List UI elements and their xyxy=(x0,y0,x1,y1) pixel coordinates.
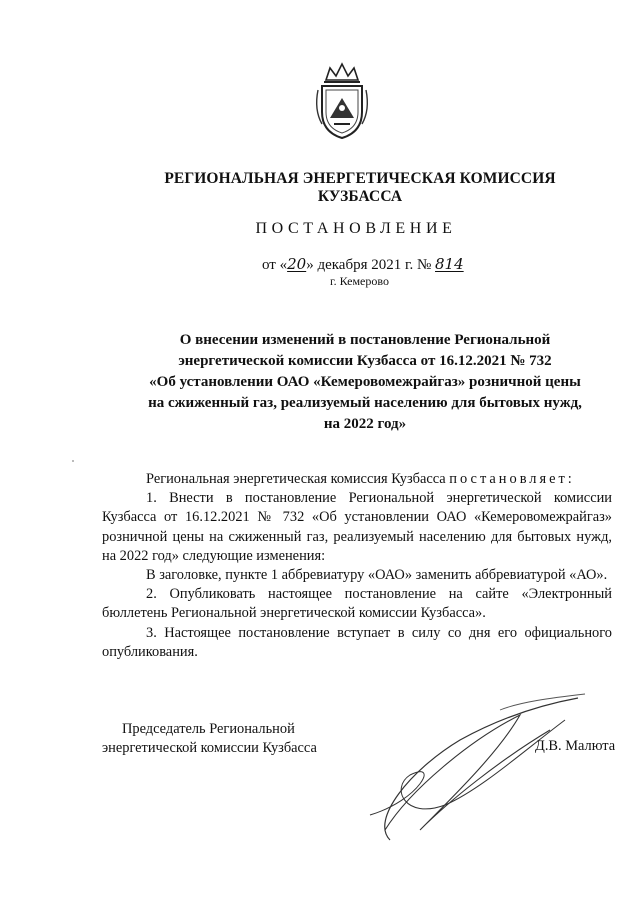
item-1: 1. Внести в постановление Региональной энергетической комиссии Кузбасса от 16.12.2021 № 732 «Об установлении ОАО «Кемеровомежрайгаз» розничной цены на сжиженный газ, реализуемый населению для бытовых нужд, на 2022 год» следующие изменения: xyxy=(102,490,612,564)
document-subject xyxy=(130,330,600,435)
date-prefix: от « xyxy=(262,257,288,273)
document-type-title: ПОСТАНОВЛЕНИЕ xyxy=(255,220,457,237)
handwritten-day: 20 xyxy=(287,255,307,273)
item-2: 2. Опубликовать настоящее постановление на сайте «Электронный бюллетень Региональной энергетической комиссии Кузбасса». xyxy=(102,586,612,622)
document-body xyxy=(102,470,612,662)
document-date-line xyxy=(262,255,464,274)
subject-line: О внесении изменений в постановление Региональной xyxy=(179,332,551,348)
item-1-subitem: В заголовке, пункте 1 аббревиатуру «ОАО» заменить аббревиатурой «АО». xyxy=(146,567,608,584)
position-line1: Председатель Региональной xyxy=(122,721,295,737)
handwritten-signature-icon xyxy=(350,680,590,850)
item-3: 3. Настоящее постановление вступает в силу со дня его официального опубликования. xyxy=(102,624,612,660)
scan-speck xyxy=(72,460,74,462)
subject-line: энергетической комиссии Кузбасса от 16.12.2021 № 732 xyxy=(178,353,552,369)
signatory-position xyxy=(102,720,317,758)
date-middle: » декабря 2021 г. № xyxy=(306,257,436,273)
subject-line: на 2022 год» xyxy=(323,416,407,432)
intro-text: Региональная энергетическая комиссия Кузбасса xyxy=(146,471,446,487)
kuzbass-coat-of-arms-icon xyxy=(312,62,372,140)
organization-name-line2: КУЗБАССА xyxy=(317,188,403,205)
signatory-name: Д.В. Малюта xyxy=(535,738,616,754)
subject-line: на сжиженный газ, реализуемый населению для бытовых нужд, xyxy=(148,395,582,411)
handwritten-doc-number: 814 xyxy=(435,255,464,273)
intro-paragraph xyxy=(102,470,612,489)
intro-verb: постановляет: xyxy=(449,471,575,487)
city-name: г. Кемерово xyxy=(330,274,389,288)
organization-name-line1: РЕГИОНАЛЬНАЯ ЭНЕРГЕТИЧЕСКАЯ КОМИССИЯ xyxy=(164,170,556,187)
subject-line: «Об установлении ОАО «Кемеровомежрайгаз» розничной цены xyxy=(149,374,581,390)
position-line2: энергетической комиссии Кузбасса xyxy=(102,740,317,756)
